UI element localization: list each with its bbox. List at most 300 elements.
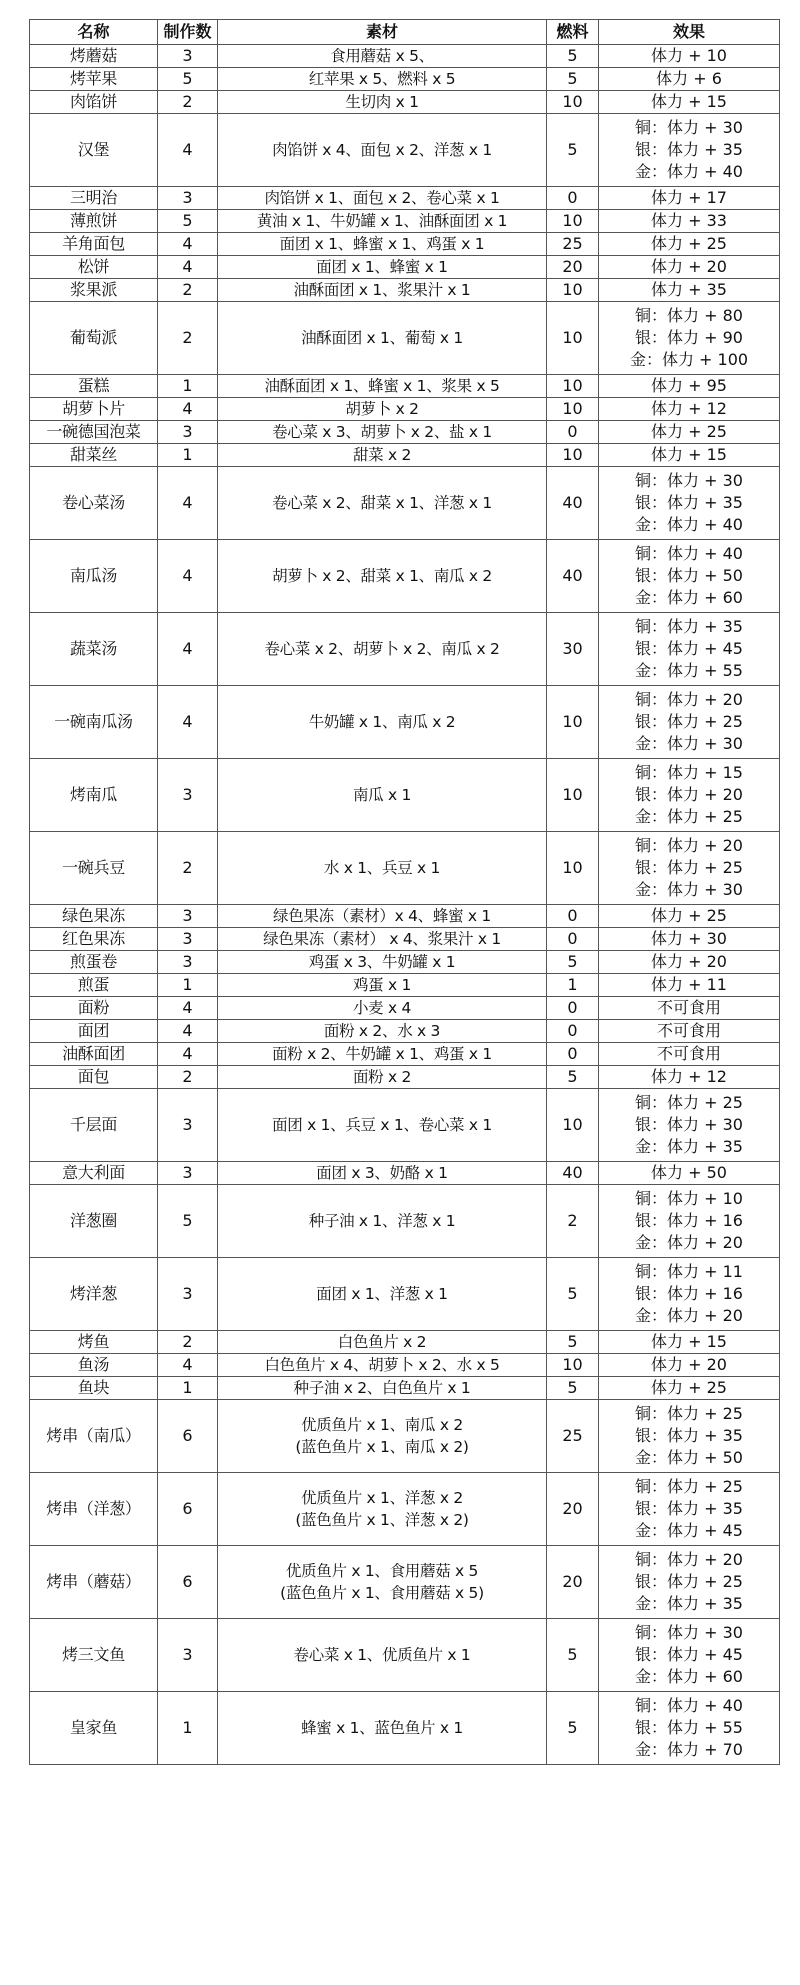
- cell-name: 南瓜汤: [30, 540, 158, 613]
- cell-effect: [599, 256, 780, 279]
- cell-count: 3: [158, 951, 218, 974]
- cell-fuel: 5: [547, 114, 599, 187]
- ingredient-line: 油酥面团 x 1、蜂蜜 x 1、浆果 x 5: [264, 377, 500, 395]
- table-row: [30, 1400, 780, 1473]
- cell-count: 4: [158, 398, 218, 421]
- table-row: [30, 233, 780, 256]
- table-row: [30, 256, 780, 279]
- cell-name: 烤蘑菇: [30, 45, 158, 68]
- effect-line: 体力 + 15: [651, 445, 727, 464]
- effect-line: 金：体力 + 20: [635, 1306, 743, 1325]
- cell-effect: [599, 210, 780, 233]
- effect-line: 体力 + 10: [651, 46, 727, 65]
- cell-name: 鱼块: [30, 1377, 158, 1400]
- cell-count: 3: [158, 1162, 218, 1185]
- effect-line: 体力 + 95: [651, 376, 727, 395]
- ingredient-line: 水 x 1、兵豆 x 1: [323, 859, 441, 877]
- table-row: [30, 1185, 780, 1258]
- cell-count: 4: [158, 256, 218, 279]
- effect-line: 金：体力 + 35: [635, 1594, 743, 1613]
- ingredient-line: 卷心菜 x 3、胡萝卜 x 2、盐 x 1: [272, 423, 492, 441]
- cell-ingredients: [218, 279, 547, 302]
- cell-ingredients: [218, 91, 547, 114]
- effect-line: 体力 + 30: [651, 929, 727, 948]
- cell-ingredients: [218, 1043, 547, 1066]
- ingredient-line: 生切肉 x 1: [345, 93, 419, 111]
- cell-ingredients: [218, 1258, 547, 1331]
- cell-ingredients: [218, 613, 547, 686]
- cell-ingredients: [218, 974, 547, 997]
- cell-name: 松饼: [30, 256, 158, 279]
- cell-fuel: 10: [547, 759, 599, 832]
- cell-effect: [599, 1619, 780, 1692]
- effect-line: 银：体力 + 16: [635, 1211, 743, 1230]
- cell-count: 3: [158, 1619, 218, 1692]
- cell-count: 5: [158, 68, 218, 91]
- ingredient-line: 面团 x 1、洋葱 x 1: [316, 1285, 448, 1303]
- effect-line: 体力 + 12: [651, 1067, 727, 1086]
- effect-line: 金：体力 + 40: [635, 515, 743, 534]
- table-row: [30, 1546, 780, 1619]
- table-row: [30, 421, 780, 444]
- table-row: [30, 1331, 780, 1354]
- effect-line: 铜：体力 + 25: [635, 1404, 743, 1423]
- cell-ingredients: [218, 467, 547, 540]
- table-row: [30, 68, 780, 91]
- cell-fuel: 0: [547, 421, 599, 444]
- effect-line: 铜：体力 + 15: [635, 763, 743, 782]
- cell-count: 5: [158, 210, 218, 233]
- cell-ingredients: [218, 210, 547, 233]
- effect-line: 铜：体力 + 20: [635, 690, 743, 709]
- ingredient-line: 面团 x 1、兵豆 x 1、卷心菜 x 1: [272, 1116, 492, 1134]
- cell-effect: [599, 1043, 780, 1066]
- table-row: [30, 1377, 780, 1400]
- cell-effect: [599, 45, 780, 68]
- cell-count: 3: [158, 421, 218, 444]
- cell-effect: [599, 1020, 780, 1043]
- cell-count: 4: [158, 686, 218, 759]
- cell-ingredients: [218, 1020, 547, 1043]
- cell-name: 意大利面: [30, 1162, 158, 1185]
- cell-ingredients: [218, 540, 547, 613]
- cell-ingredients: [218, 1546, 547, 1619]
- cell-count: 4: [158, 1020, 218, 1043]
- cell-fuel: 5: [547, 1331, 599, 1354]
- table-row: [30, 974, 780, 997]
- cell-count: 1: [158, 974, 218, 997]
- cell-ingredients: [218, 68, 547, 91]
- ingredient-line: 鸡蛋 x 3、牛奶罐 x 1: [308, 953, 456, 971]
- cell-name: 绿色果冻: [30, 905, 158, 928]
- table-row: [30, 1162, 780, 1185]
- cell-ingredients: [218, 375, 547, 398]
- cell-fuel: 10: [547, 210, 599, 233]
- effect-line: 不可食用: [656, 1044, 721, 1063]
- table-row: [30, 114, 780, 187]
- cell-count: 2: [158, 1331, 218, 1354]
- effect-line: 银：体力 + 30: [635, 1115, 743, 1134]
- table-row: [30, 1020, 780, 1043]
- cell-ingredients: [218, 1473, 547, 1546]
- table-row: [30, 279, 780, 302]
- cell-fuel: 2: [547, 1185, 599, 1258]
- ingredient-line: 黄油 x 1、牛奶罐 x 1、油酥面团 x 1: [256, 212, 508, 230]
- cell-ingredients: [218, 1331, 547, 1354]
- effect-line: 铜：体力 + 40: [635, 544, 743, 563]
- cell-name: 三明治: [30, 187, 158, 210]
- cell-name: 油酥面团: [30, 1043, 158, 1066]
- cell-ingredients: [218, 997, 547, 1020]
- cell-ingredients: [218, 686, 547, 759]
- ingredient-line: 油酥面团 x 1、葡萄 x 1: [301, 329, 463, 347]
- header-effect: 效果: [599, 20, 780, 45]
- effect-line: 金：体力 + 45: [635, 1521, 743, 1540]
- cell-count: 2: [158, 91, 218, 114]
- cell-fuel: 20: [547, 1546, 599, 1619]
- effect-line: 银：体力 + 55: [635, 1718, 743, 1737]
- ingredient-line: 种子油 x 1、洋葱 x 1: [308, 1212, 456, 1230]
- cell-name: 面包: [30, 1066, 158, 1089]
- cell-ingredients: [218, 1377, 547, 1400]
- cell-effect: [599, 279, 780, 302]
- cell-ingredients: [218, 233, 547, 256]
- cell-effect: [599, 1354, 780, 1377]
- cell-effect: [599, 1400, 780, 1473]
- cell-fuel: 0: [547, 905, 599, 928]
- cell-effect: [599, 1066, 780, 1089]
- cell-ingredients: [218, 1619, 547, 1692]
- effect-line: 体力 + 33: [651, 211, 727, 230]
- cell-name: 面粉: [30, 997, 158, 1020]
- effect-line: 银：体力 + 25: [635, 858, 743, 877]
- cell-ingredients: [218, 187, 547, 210]
- ingredient-line: 食用蘑菇 x 5、: [330, 47, 434, 65]
- cell-count: 1: [158, 444, 218, 467]
- cell-name: 鱼汤: [30, 1354, 158, 1377]
- effect-line: 铜：体力 + 35: [635, 617, 743, 636]
- effect-line: 体力 + 17: [651, 188, 727, 207]
- table-row: [30, 1066, 780, 1089]
- effect-line: 体力 + 15: [651, 92, 727, 111]
- effect-line: 金：体力 + 70: [635, 1740, 743, 1759]
- ingredient-line: 面团 x 1、蜂蜜 x 1: [316, 258, 448, 276]
- cell-name: 羊角面包: [30, 233, 158, 256]
- cell-fuel: 10: [547, 302, 599, 375]
- ingredient-line: 油酥面团 x 1、浆果汁 x 1: [293, 281, 471, 299]
- cell-ingredients: [218, 759, 547, 832]
- effect-line: 金：体力 + 25: [635, 807, 743, 826]
- effect-line: 铜：体力 + 20: [635, 836, 743, 855]
- cell-count: 6: [158, 1546, 218, 1619]
- effect-line: 金：体力 + 60: [635, 588, 743, 607]
- ingredient-line: 优质鱼片 x 1、南瓜 x 2: [301, 1416, 463, 1434]
- cell-name: 千层面: [30, 1089, 158, 1162]
- effect-line: 金：体力 + 20: [635, 1233, 743, 1252]
- cell-fuel: 10: [547, 91, 599, 114]
- table-row: [30, 540, 780, 613]
- cell-effect: [599, 759, 780, 832]
- ingredient-line: 蜂蜜 x 1、蓝色鱼片 x 1: [301, 1719, 463, 1737]
- table-row: [30, 613, 780, 686]
- cell-name: 烤串（蘑菇）: [30, 1546, 158, 1619]
- cell-name: 一碗兵豆: [30, 832, 158, 905]
- cell-count: 2: [158, 1066, 218, 1089]
- cell-effect: [599, 302, 780, 375]
- cell-fuel: 25: [547, 1400, 599, 1473]
- cell-count: 6: [158, 1473, 218, 1546]
- cell-fuel: 0: [547, 928, 599, 951]
- ingredient-line: 优质鱼片 x 1、洋葱 x 2: [301, 1489, 463, 1507]
- cell-effect: [599, 68, 780, 91]
- cell-effect: [599, 832, 780, 905]
- cell-ingredients: [218, 832, 547, 905]
- cell-effect: [599, 951, 780, 974]
- effect-line: 铜：体力 + 40: [635, 1696, 743, 1715]
- cell-fuel: 5: [547, 1692, 599, 1765]
- cell-name: 汉堡: [30, 114, 158, 187]
- effect-line: 银：体力 + 35: [635, 1499, 743, 1518]
- cell-count: 3: [158, 1089, 218, 1162]
- cell-effect: [599, 997, 780, 1020]
- cell-name: 蔬菜汤: [30, 613, 158, 686]
- effect-line: 金：体力 + 60: [635, 1667, 743, 1686]
- cell-effect: [599, 974, 780, 997]
- ingredient-line: 种子油 x 2、白色鱼片 x 1: [293, 1379, 471, 1397]
- table-header-row: [30, 20, 780, 45]
- ingredient-line: 面团 x 1、蜂蜜 x 1、鸡蛋 x 1: [279, 235, 485, 253]
- table-row: [30, 444, 780, 467]
- cell-fuel: 20: [547, 1473, 599, 1546]
- effect-line: 体力 + 6: [656, 69, 722, 88]
- cell-count: 4: [158, 997, 218, 1020]
- ingredient-line: 卷心菜 x 2、甜菜 x 1、洋葱 x 1: [272, 494, 492, 512]
- table-row: [30, 905, 780, 928]
- cell-effect: [599, 1692, 780, 1765]
- cell-fuel: 10: [547, 279, 599, 302]
- cell-fuel: 10: [547, 686, 599, 759]
- cell-name: 一碗德国泡菜: [30, 421, 158, 444]
- ingredient-line: 肉馅饼 x 4、面包 x 2、洋葱 x 1: [272, 141, 492, 159]
- cell-count: 4: [158, 613, 218, 686]
- header-name: 名称: [30, 20, 158, 45]
- table-row: [30, 997, 780, 1020]
- cell-effect: [599, 540, 780, 613]
- cell-fuel: 0: [547, 187, 599, 210]
- cell-name: 烤洋葱: [30, 1258, 158, 1331]
- ingredient-line: 优质鱼片 x 1、食用蘑菇 x 5: [285, 1562, 479, 1580]
- cell-name: 肉馅饼: [30, 91, 158, 114]
- cell-name: 煎蛋: [30, 974, 158, 997]
- effect-line: 银：体力 + 50: [635, 566, 743, 585]
- cell-count: 4: [158, 540, 218, 613]
- cell-effect: [599, 233, 780, 256]
- effect-line: 体力 + 12: [651, 399, 727, 418]
- ingredient-line: 红苹果 x 5、燃料 x 5: [308, 70, 456, 88]
- cell-fuel: 10: [547, 1354, 599, 1377]
- cell-count: 3: [158, 1258, 218, 1331]
- cell-ingredients: [218, 1066, 547, 1089]
- effect-line: 铜：体力 + 80: [635, 306, 743, 325]
- ingredient-line: (蓝色鱼片 x 1、南瓜 x 2): [295, 1438, 469, 1456]
- effect-line: 金：体力 + 30: [635, 734, 743, 753]
- cell-effect: [599, 686, 780, 759]
- cell-effect: [599, 1258, 780, 1331]
- cell-fuel: 10: [547, 444, 599, 467]
- table-row: [30, 951, 780, 974]
- cell-fuel: 40: [547, 540, 599, 613]
- cell-ingredients: [218, 951, 547, 974]
- cell-effect: [599, 421, 780, 444]
- ingredient-line: 面粉 x 2、牛奶罐 x 1、鸡蛋 x 1: [272, 1045, 492, 1063]
- cell-fuel: 10: [547, 1089, 599, 1162]
- ingredient-line: 面粉 x 2: [352, 1068, 412, 1086]
- cell-ingredients: [218, 256, 547, 279]
- cell-count: 3: [158, 45, 218, 68]
- cell-effect: [599, 375, 780, 398]
- ingredient-line: 胡萝卜 x 2、甜菜 x 1、南瓜 x 2: [272, 567, 492, 585]
- cell-count: 6: [158, 1400, 218, 1473]
- effect-line: 不可食用: [656, 1021, 721, 1040]
- cell-count: 4: [158, 1043, 218, 1066]
- cell-fuel: 20: [547, 256, 599, 279]
- cell-name: 葡萄派: [30, 302, 158, 375]
- ingredient-line: (蓝色鱼片 x 1、洋葱 x 2): [295, 1511, 469, 1529]
- cell-fuel: 5: [547, 951, 599, 974]
- cell-name: 煎蛋卷: [30, 951, 158, 974]
- cell-name: 面团: [30, 1020, 158, 1043]
- effect-line: 金：体力 + 40: [635, 162, 743, 181]
- cell-effect: [599, 1546, 780, 1619]
- cell-count: 2: [158, 279, 218, 302]
- effect-line: 铜：体力 + 25: [635, 1477, 743, 1496]
- cell-ingredients: [218, 1162, 547, 1185]
- cell-effect: [599, 613, 780, 686]
- table-row: [30, 1258, 780, 1331]
- ingredient-line: 白色鱼片 x 2: [337, 1333, 427, 1351]
- table-row: [30, 375, 780, 398]
- header-fuel: 燃料: [547, 20, 599, 45]
- cell-count: 3: [158, 759, 218, 832]
- effect-line: 体力 + 25: [651, 1378, 727, 1397]
- ingredient-line: 胡萝卜 x 2: [345, 400, 419, 418]
- cell-effect: [599, 905, 780, 928]
- effect-line: 金：体力 + 50: [635, 1448, 743, 1467]
- ingredient-line: 卷心菜 x 1、优质鱼片 x 1: [293, 1646, 471, 1664]
- cell-ingredients: [218, 421, 547, 444]
- cell-fuel: 40: [547, 1162, 599, 1185]
- cell-name: 浆果派: [30, 279, 158, 302]
- cell-name: 一碗南瓜汤: [30, 686, 158, 759]
- cell-ingredients: [218, 302, 547, 375]
- table-row: [30, 467, 780, 540]
- cell-fuel: 5: [547, 1377, 599, 1400]
- cell-count: 1: [158, 1692, 218, 1765]
- cell-effect: [599, 398, 780, 421]
- effect-line: 银：体力 + 25: [635, 1572, 743, 1591]
- table-row: [30, 398, 780, 421]
- cell-effect: [599, 91, 780, 114]
- cell-ingredients: [218, 1354, 547, 1377]
- effect-line: 体力 + 35: [651, 280, 727, 299]
- cell-fuel: 0: [547, 1020, 599, 1043]
- header-ingredients: 素材: [218, 20, 547, 45]
- effect-line: 银：体力 + 16: [635, 1284, 743, 1303]
- table-row: [30, 210, 780, 233]
- cell-name: 烤串（南瓜）: [30, 1400, 158, 1473]
- cell-name: 烤串（洋葱）: [30, 1473, 158, 1546]
- cell-effect: [599, 114, 780, 187]
- cell-ingredients: [218, 444, 547, 467]
- effect-line: 银：体力 + 25: [635, 712, 743, 731]
- cell-ingredients: [218, 1400, 547, 1473]
- cell-count: 2: [158, 302, 218, 375]
- table-row: [30, 1473, 780, 1546]
- cell-count: 4: [158, 233, 218, 256]
- effect-line: 体力 + 15: [651, 1332, 727, 1351]
- effect-line: 铜：体力 + 30: [635, 1623, 743, 1642]
- cell-count: 1: [158, 1377, 218, 1400]
- cell-count: 4: [158, 467, 218, 540]
- effect-line: 铜：体力 + 11: [635, 1262, 743, 1281]
- effect-line: 银：体力 + 35: [635, 140, 743, 159]
- cell-effect: [599, 1331, 780, 1354]
- effect-line: 银：体力 + 20: [635, 785, 743, 804]
- effect-line: 银：体力 + 35: [635, 493, 743, 512]
- ingredient-line: 南瓜 x 1: [352, 786, 412, 804]
- cell-fuel: 5: [547, 1258, 599, 1331]
- ingredient-line: 绿色果冻（素材）x 4、蜂蜜 x 1: [273, 907, 491, 925]
- cell-fuel: 5: [547, 1619, 599, 1692]
- cell-fuel: 0: [547, 997, 599, 1020]
- cell-fuel: 1: [547, 974, 599, 997]
- table-row: [30, 928, 780, 951]
- ingredient-line: 鸡蛋 x 1: [352, 976, 412, 994]
- effect-line: 银：体力 + 45: [635, 1645, 743, 1664]
- table-row: [30, 1354, 780, 1377]
- cell-fuel: 30: [547, 613, 599, 686]
- cell-ingredients: [218, 905, 547, 928]
- cell-ingredients: [218, 1089, 547, 1162]
- cell-count: 3: [158, 928, 218, 951]
- ingredient-line: 小麦 x 4: [352, 999, 412, 1017]
- cell-name: 甜菜丝: [30, 444, 158, 467]
- ingredient-line: 面粉 x 2、水 x 3: [323, 1022, 441, 1040]
- effect-line: 体力 + 25: [651, 422, 727, 441]
- table-row: [30, 832, 780, 905]
- ingredient-line: (蓝色鱼片 x 1、食用蘑菇 x 5): [280, 1584, 484, 1602]
- effect-line: 银：体力 + 90: [635, 328, 743, 347]
- cell-fuel: 25: [547, 233, 599, 256]
- effect-line: 不可食用: [656, 998, 721, 1017]
- effect-line: 铜：体力 + 20: [635, 1550, 743, 1569]
- cell-effect: [599, 444, 780, 467]
- effect-line: 体力 + 20: [651, 1355, 727, 1374]
- cell-fuel: 5: [547, 1066, 599, 1089]
- effect-line: 金：体力 + 55: [635, 661, 743, 680]
- cell-name: 洋葱圈: [30, 1185, 158, 1258]
- table-row: [30, 686, 780, 759]
- cell-count: 1: [158, 375, 218, 398]
- cell-fuel: 10: [547, 375, 599, 398]
- table-row: [30, 45, 780, 68]
- cell-fuel: 0: [547, 1043, 599, 1066]
- effect-line: 银：体力 + 45: [635, 639, 743, 658]
- cell-ingredients: [218, 1692, 547, 1765]
- cell-effect: [599, 1473, 780, 1546]
- ingredient-line: 面团 x 3、奶酪 x 1: [316, 1164, 448, 1182]
- cell-name: 红色果冻: [30, 928, 158, 951]
